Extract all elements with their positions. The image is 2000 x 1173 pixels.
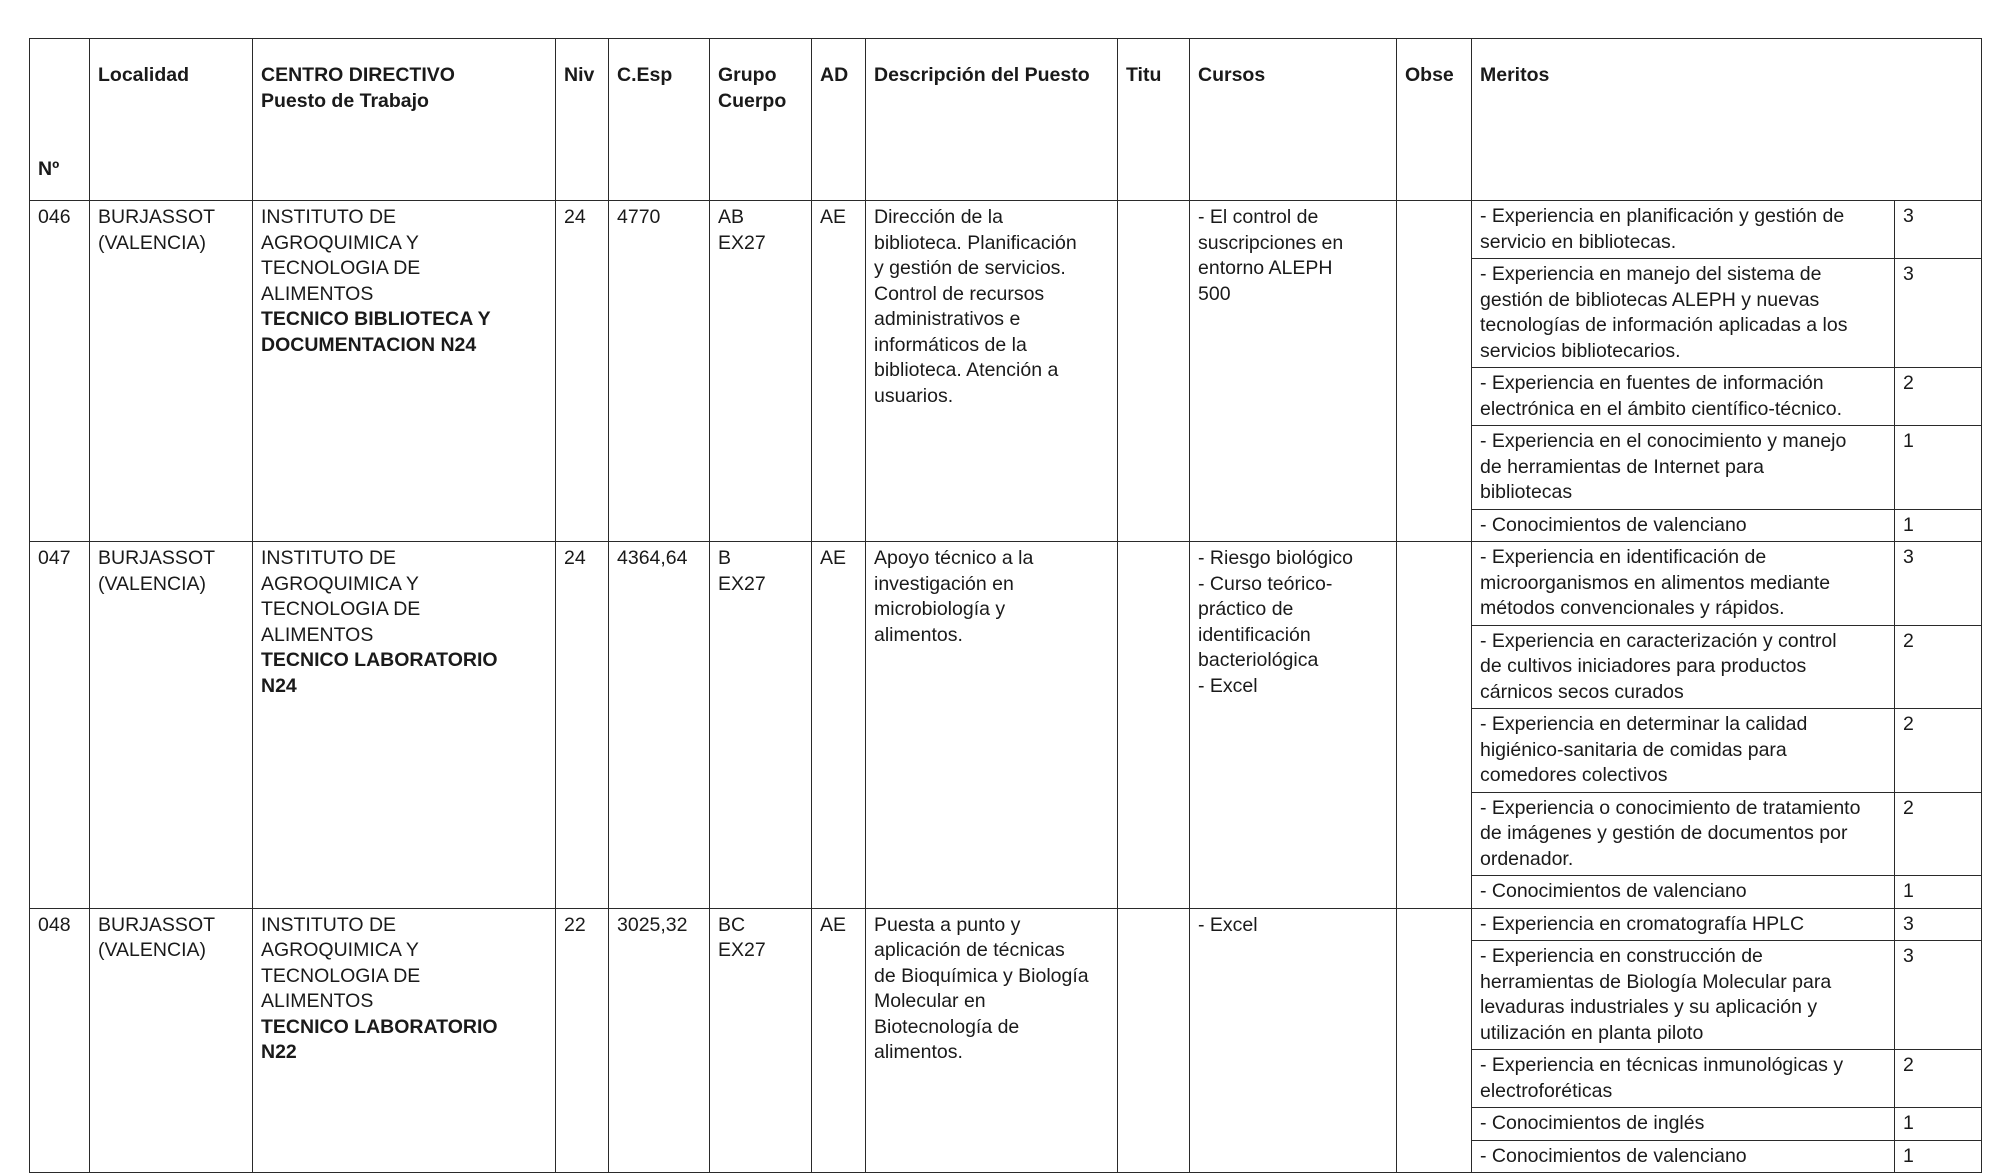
- cell-ad: AE: [812, 908, 866, 1173]
- header-obse: Obse: [1397, 39, 1472, 201]
- table-row: [30, 201, 1982, 542]
- cell-grupo: [710, 908, 812, 1173]
- centro-line: ALIMENTOS: [261, 990, 374, 1012]
- merit-text: - Experiencia en cromatografía HPLC: [1472, 909, 1895, 941]
- centro-line: AGROQUIMICA Y: [261, 572, 419, 595]
- merit-points: 3: [1895, 542, 1982, 625]
- puesto-line: TECNICO LABORATORIO: [261, 1015, 498, 1038]
- cell-cesp: 3025,32: [609, 908, 710, 1173]
- merit-text: - Experiencia o conocimiento de tratamiento de imágenes y gestión de documentos por ordenador.: [1472, 792, 1895, 876]
- centro-line: ALIMENTOS: [261, 282, 374, 305]
- merit-points: 2: [1895, 709, 1982, 793]
- header-localidad: Localidad: [90, 39, 253, 201]
- localidad-line: BURJASSOT: [98, 206, 216, 228]
- puesto-line: N24: [261, 674, 297, 697]
- cell-centro-puesto: [253, 908, 556, 1173]
- cell-num: 047: [30, 542, 90, 909]
- puesto-line: N22: [261, 1041, 297, 1063]
- header-titu: Titu: [1118, 39, 1190, 201]
- merit-points: 1: [1895, 509, 1982, 541]
- cell-ad: AE: [812, 542, 866, 909]
- localidad-line: (VALENCIA): [98, 572, 206, 595]
- merit-text: - Experiencia en el conocimiento y manejo de herramientas de Internet para bibliotecas: [1472, 426, 1895, 510]
- cell-obse: [1397, 201, 1472, 542]
- cell-grupo: [710, 542, 812, 909]
- merit-item: [1472, 542, 1981, 625]
- puesto-line: TECNICO BIBLIOTECA Y: [261, 308, 491, 330]
- header-centro-line2: Puesto de Trabajo: [261, 89, 429, 112]
- header-grupo-line1: Grupo: [718, 64, 777, 86]
- cell-localidad: [90, 542, 253, 909]
- table-row: [30, 542, 1982, 909]
- cell-localidad: [90, 201, 253, 542]
- merit-points: 1: [1895, 1108, 1982, 1141]
- centro-line: INSTITUTO DE: [261, 547, 397, 569]
- table-body: [30, 201, 1982, 1173]
- merit-points: 3: [1895, 941, 1982, 1050]
- merit-item: [1472, 792, 1981, 876]
- centro-line: INSTITUTO DE: [261, 913, 397, 936]
- header-grupo-line2: Cuerpo: [718, 89, 787, 112]
- grupo-line: AB: [718, 206, 745, 228]
- puesto-line: TECNICO LABORATORIO: [261, 649, 498, 671]
- cell-grupo: [710, 201, 812, 542]
- grupo-line: B: [718, 547, 732, 569]
- merit-text: - Experiencia en fuentes de información electrónica en el ámbito científico-técnico.: [1472, 368, 1895, 426]
- cell-meritos: [1472, 201, 1982, 542]
- meritos-list: [1472, 542, 1981, 908]
- merit-text: - Conocimientos de valenciano: [1480, 1144, 1747, 1167]
- cell-centro-puesto: [253, 201, 556, 542]
- header-centro-line1: CENTRO DIRECTIVO: [261, 64, 455, 86]
- table-row: [30, 908, 1982, 1173]
- merit-item: [1472, 909, 1981, 941]
- merit-points: 3: [1895, 909, 1982, 941]
- header-cursos: Cursos: [1190, 39, 1397, 201]
- centro-line: TECNOLOGIA DE: [261, 964, 421, 987]
- grupo-line: BC: [718, 913, 746, 936]
- grupo-line: EX27: [718, 231, 766, 254]
- merit-points: 1: [1895, 1140, 1982, 1172]
- cell-num: 046: [30, 201, 90, 542]
- cell-centro-puesto: [253, 542, 556, 909]
- merit-text: - Experiencia en identificación de microorganismos en alimentos mediante métodos convencionales y rápidos.: [1472, 542, 1895, 625]
- centro-line: TECNOLOGIA DE: [261, 598, 421, 620]
- merit-item: [1472, 259, 1981, 368]
- centro-line: TECNOLOGIA DE: [261, 257, 421, 279]
- cell-descripcion: Puesta a punto y aplicación de técnicas de Bioquímica y Biología Molecular en Biotecnología de alimentos.: [866, 908, 1118, 1173]
- cell-descripcion: Dirección de la biblioteca. Planificación y gestión de servicios. Control de recursos administrativos e informáticos de la biblioteca. Atención a usuarios.: [866, 201, 1118, 542]
- merit-text: - Conocimientos de valenciano: [1480, 880, 1747, 902]
- cell-niv: 22: [556, 908, 609, 1173]
- merit-text: - Conocimientos de valenciano: [1480, 513, 1747, 536]
- merit-item: [1472, 1050, 1981, 1108]
- header-descripcion: Descripción del Puesto: [866, 39, 1118, 201]
- merit-points: 2: [1895, 1050, 1982, 1108]
- localidad-line: (VALENCIA): [98, 231, 206, 254]
- merit-item: [1472, 1108, 1981, 1141]
- merit-points: 1: [1895, 426, 1982, 510]
- header-ad: AD: [812, 39, 866, 201]
- merit-text: - Experiencia en determinar la calidad higiénico-sanitaria de comidas para comedores colectivos: [1472, 709, 1895, 793]
- centro-line: INSTITUTO DE: [261, 206, 397, 228]
- merit-text: - Experiencia en manejo del sistema de gestión de bibliotecas ALEPH y nuevas tecnologías de información aplicadas a los servicios bibliotecarios.: [1472, 259, 1895, 368]
- merit-text: - Experiencia en planificación y gestión de servicio en bibliotecas.: [1472, 201, 1895, 259]
- cell-niv: 24: [556, 542, 609, 909]
- cell-cursos: - Riesgo biológico - Curso teórico- práctico de identificación bacteriológica - Excel: [1190, 542, 1397, 909]
- merit-item: [1472, 201, 1981, 259]
- cell-localidad: [90, 908, 253, 1173]
- merit-item: [1472, 1140, 1981, 1172]
- grupo-line: EX27: [718, 572, 766, 595]
- header-niv: Niv: [556, 39, 609, 201]
- merit-text: - Conocimientos de inglés: [1472, 1108, 1895, 1141]
- centro-line: ALIMENTOS: [261, 623, 374, 646]
- cell-descripcion: Apoyo técnico a la investigación en microbiología y alimentos.: [866, 542, 1118, 909]
- header-centro: [253, 39, 556, 201]
- merit-points: 3: [1895, 201, 1982, 259]
- cell-num: 048: [30, 908, 90, 1173]
- cell-meritos: [1472, 908, 1982, 1173]
- cell-titu: [1118, 908, 1190, 1173]
- header-row: [30, 39, 1982, 201]
- cell-obse: [1397, 908, 1472, 1173]
- merit-text: - Experiencia en técnicas inmunológicas y electroforéticas: [1472, 1050, 1895, 1108]
- header-cesp: C.Esp: [609, 39, 710, 201]
- cell-cesp: 4364,64: [609, 542, 710, 909]
- merit-points: 2: [1895, 368, 1982, 426]
- cell-meritos: [1472, 542, 1982, 909]
- merit-points: 2: [1895, 625, 1982, 709]
- centro-line: AGROQUIMICA Y: [261, 939, 419, 961]
- merit-item: [1472, 876, 1981, 908]
- merit-points: 3: [1895, 259, 1982, 368]
- header-num: Nº: [30, 39, 90, 201]
- merit-text: - Experiencia en construcción de herramientas de Biología Molecular para levaduras industriales y su aplicación y utilización en planta piloto: [1472, 941, 1895, 1050]
- localidad-line: BURJASSOT: [98, 547, 216, 569]
- merit-points: 1: [1895, 876, 1982, 908]
- cell-niv: 24: [556, 201, 609, 542]
- localidad-line: (VALENCIA): [98, 939, 206, 961]
- meritos-list: [1472, 201, 1981, 541]
- merit-points: 2: [1895, 792, 1982, 876]
- meritos-list: [1472, 909, 1981, 1173]
- merit-item: [1472, 426, 1981, 510]
- merit-item: [1472, 509, 1981, 541]
- cell-ad: AE: [812, 201, 866, 542]
- cell-cursos: - Excel: [1190, 908, 1397, 1173]
- grupo-line: EX27: [718, 939, 766, 961]
- merit-item: [1472, 625, 1981, 709]
- centro-line: AGROQUIMICA Y: [261, 231, 419, 254]
- merit-item: [1472, 941, 1981, 1050]
- job-positions-table: [29, 38, 1982, 1173]
- header-meritos: Meritos: [1472, 39, 1982, 201]
- cell-cesp: 4770: [609, 201, 710, 542]
- merit-item: [1472, 709, 1981, 793]
- merit-text: - Experiencia en caracterización y control de cultivos iniciadores para productos cárnicos secos curados: [1472, 625, 1895, 709]
- cell-titu: [1118, 201, 1190, 542]
- cell-obse: [1397, 542, 1472, 909]
- header-grupo: [710, 39, 812, 201]
- localidad-line: BURJASSOT: [98, 913, 216, 936]
- merit-item: [1472, 368, 1981, 426]
- cell-titu: [1118, 542, 1190, 909]
- puesto-line: DOCUMENTACION N24: [261, 333, 477, 356]
- cell-cursos: - El control de suscripciones en entorno ALEPH 500: [1190, 201, 1397, 542]
